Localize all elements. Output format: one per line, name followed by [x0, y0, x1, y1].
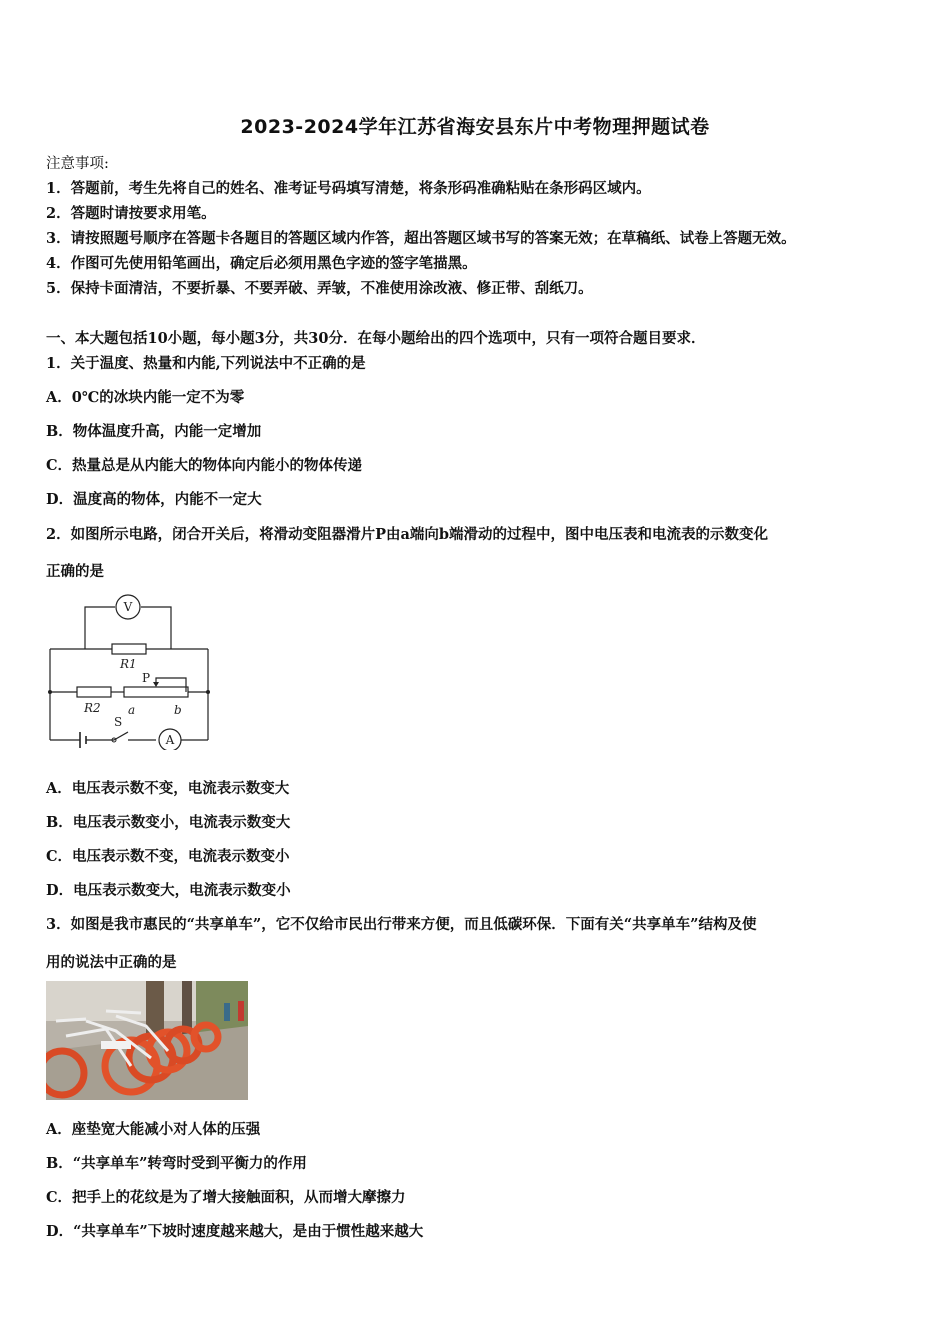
question-2-option-c: C．电压表示数不变，电流表示数变小 — [46, 848, 290, 865]
circuit-diagram — [44, 590, 216, 750]
resistor-r1 — [112, 644, 146, 654]
question-1-option-a: A．0℃的冰块内能一定不为零 — [46, 389, 245, 406]
question-1-option-b: B．物体温度升高，内能一定增加 — [46, 423, 262, 440]
question-2-option-b: B．电压表示数变小，电流表示数变大 — [46, 814, 291, 831]
section-1-instructions: 一、本大题包括10小题，每小题3分，共30分．在每小题给出的四个选项中，只有一项符合题目要求． — [46, 330, 706, 347]
rheostat — [124, 687, 188, 697]
question-3-option-c: C．把手上的花纹是为了增大接触面积，从而增大摩擦力 — [46, 1189, 406, 1206]
junction-dot — [206, 690, 210, 694]
question-3-option-b: B．“共享单车”转弯时受到平衡力的作用 — [46, 1155, 307, 1172]
ammeter-label: A — [165, 733, 175, 747]
notice-item-1: 1．答题前，考生先将自己的姓名、准考证号码填写清楚，将条形码准确粘贴在条形码区域内。 — [46, 180, 651, 197]
rheostat-end-b: b — [174, 703, 182, 717]
question-1-option-c: C．热量总是从内能大的物体向内能小的物体传递 — [46, 457, 363, 474]
question-1-stem: 1．关于温度、热量和内能,下列说法中不正确的是 — [46, 355, 366, 372]
notice-item-3: 3．请按照题号顺序在答题卡各题目的答题区域内作答，超出答题区域书写的答案无效；在草稿纸、试卷上答题无效。 — [46, 230, 796, 247]
question-3-option-a: A．座垫宽大能减小对人体的压强 — [46, 1121, 261, 1138]
junction-dot — [48, 690, 52, 694]
r1-label: R1 — [120, 657, 137, 671]
question-2-stem-line-1: 2．如图所示电路，闭合开关后，将滑动变阻器滑片P由a端向b端滑动的过程中，图中电压表和电流表的示数变化 — [46, 526, 769, 543]
question-3-stem-line-1: 3．如图是我市惠民的“共享单车”，它不仅给市民出行带来方便，而且低碳环保．下面有关“共享单车”结构及使 — [46, 916, 757, 933]
slider-label: P — [142, 671, 151, 685]
question-2-stem-line-2: 正确的是 — [46, 563, 104, 580]
switch-label: S — [114, 715, 123, 729]
exam-title: 2023-2024学年江苏省海安县东片中考物理押题试卷 — [240, 116, 710, 138]
question-3-stem-line-2: 用的说法中正确的是 — [46, 954, 177, 971]
rheostat-end-a: a — [128, 703, 136, 717]
notice-item-5: 5．保持卡面清洁，不要折暴、不要弄破、弄皱，不准使用涂改液、修正带、刮纸刀。 — [46, 280, 593, 297]
question-3-option-d: D．“共享单车”下坡时速度越来越大，是由于惯性越来越大 — [46, 1223, 424, 1240]
resistor-r2 — [77, 687, 111, 697]
notice-item-2: 2．答题时请按要求用笔。 — [46, 205, 216, 222]
shared-bike-photo — [46, 981, 248, 1100]
notice-item-4: 4．作图可先使用铅笔画出，确定后必须用黑色字迹的签字笔描黑。 — [46, 255, 477, 272]
question-1-option-d: D．温度高的物体，内能不一定大 — [46, 491, 262, 508]
question-2-option-a: A．电压表示数不变，电流表示数变大 — [46, 780, 290, 797]
notice-heading: 注意事项: — [46, 156, 109, 172]
r2-label: R2 — [84, 701, 101, 715]
slider-arrow-icon — [153, 682, 159, 687]
question-2-option-d: D．电压表示数变大，电流表示数变小 — [46, 882, 291, 899]
voltmeter-label: V — [123, 600, 133, 614]
